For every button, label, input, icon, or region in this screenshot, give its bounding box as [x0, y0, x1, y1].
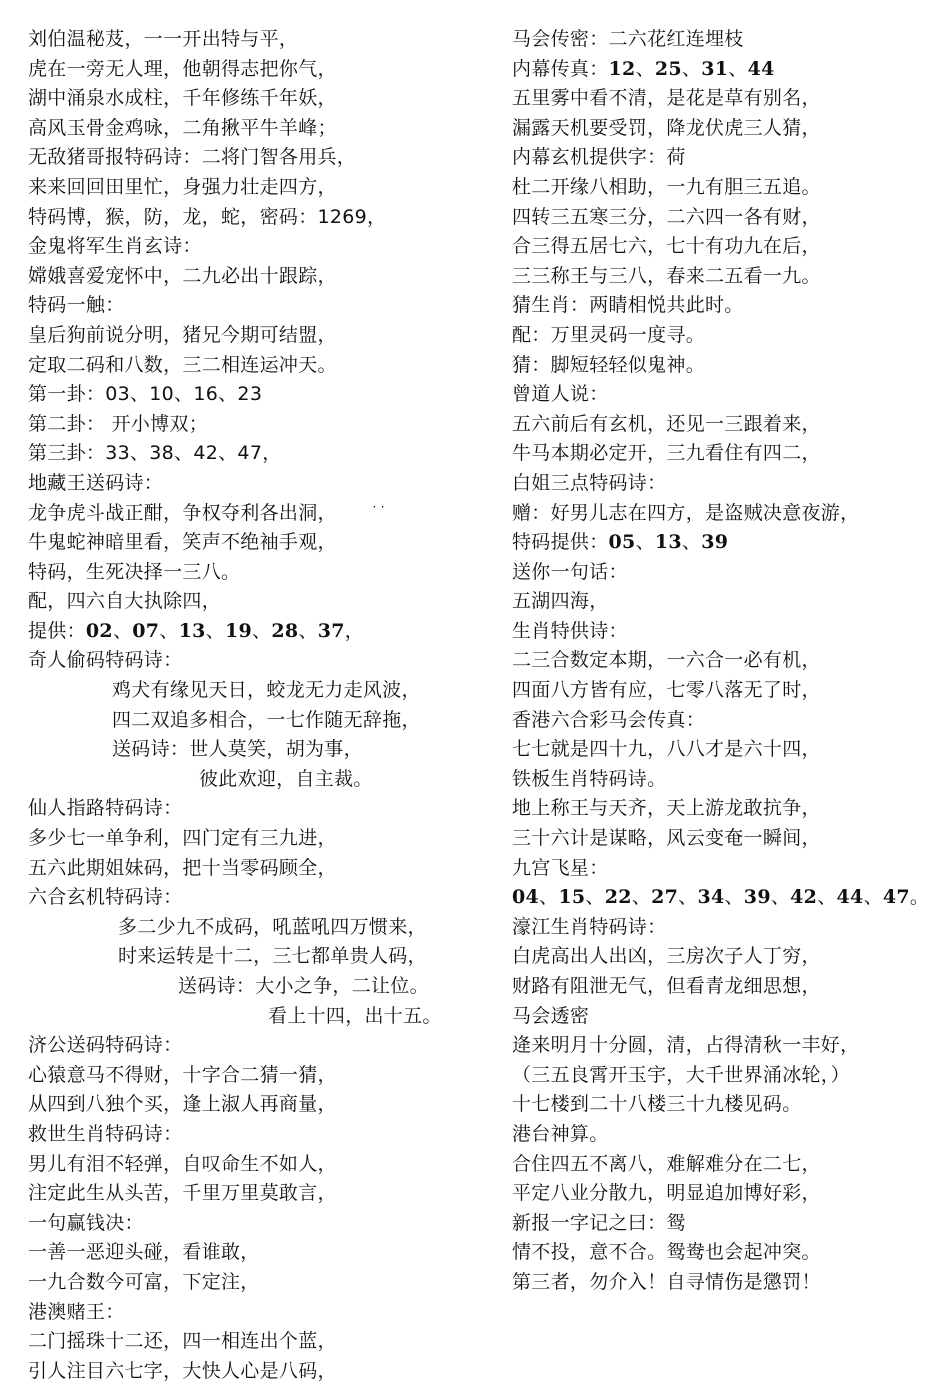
right-line-32: 财路有阻泄无气，但看青龙细思想，	[512, 975, 821, 997]
left-line-0: 刘伯温秘芨，一一开出特与平，	[28, 28, 299, 50]
left-line-10: 皇后狗前说分明，猪兄今期可结盟，	[28, 323, 337, 346]
right-line-0: 马会传密：二六花红连埋枝	[512, 28, 744, 50]
right-line-18: 送你一句话：	[512, 560, 628, 583]
left-line-27: 多少七一单争利，四门定有三九进，	[28, 827, 337, 850]
left-line-13: 第二卦： 开小博双；	[28, 412, 209, 435]
left-line-29: 六合玄机特码诗：	[28, 886, 183, 909]
left-line-45: 引人注目六七字，大快人心是八码，	[28, 1359, 337, 1382]
right-line-40: 新报一字记之曰：鸳	[512, 1211, 686, 1234]
left-line-24: 送码诗：世人莫笑，胡为事，	[112, 738, 363, 761]
left-line-14: 第三卦：33、38、42、47，	[28, 442, 282, 465]
left-line-20: 提供：02、07、13、19、28、37，	[28, 619, 365, 642]
right-line-4: 内幕玄机提供字：荷	[512, 146, 686, 169]
left-line-18: 特码，生死决择一三八。	[28, 560, 241, 583]
left-line-26: 仙人指路特码诗：	[28, 797, 183, 820]
right-line-41: 情不投，意不合。鸳鸯也会起冲突。	[512, 1241, 821, 1264]
right-line-12: 曾道人说：	[512, 383, 609, 406]
stray-dots: · ·	[372, 499, 385, 514]
right-line-29: 04、15、22、27、34、39、42、44、47。	[512, 886, 930, 909]
right-line-5: 杜二开缘八相助，一九有胆三五追。	[512, 175, 821, 198]
right-line-23: 香港六合彩马会传真：	[512, 708, 706, 731]
left-line-41: 一善一恶迎头碰，看谁敢，	[28, 1241, 260, 1264]
right-line-35: （三五良霄开玉宇，大千世界涌冰轮，）	[512, 1063, 850, 1086]
right-line-9: 猜生肖：两睛相悦共此时。	[512, 294, 744, 317]
left-line-25: 彼此欢迎，自主裁。	[199, 767, 373, 790]
right-line-8: 三三称王与三八，春来二五看一九。	[512, 264, 821, 287]
right-line-7: 合三得五居七六，七十有功九在后，	[512, 235, 821, 258]
left-line-33: 看上十四，出十五。	[268, 1004, 442, 1027]
right-line-30: 濠江生肖特码诗：	[512, 915, 667, 938]
left-line-31: 时来运转是十二，三七都单贵人码，	[118, 945, 427, 968]
left-line-22: 鸡犬有缘见天日，蛟龙无力走风波，	[112, 679, 421, 702]
right-line-34: 逄来明月十分圆，清，占得清秋一丰好，	[512, 1034, 860, 1057]
left-line-17: 牛鬼蛇神暗里看，笑声不绝袖手观，	[28, 531, 337, 554]
right-column	[512, 25, 930, 1298]
right-line-6: 四转三五寒三分，二六四一各有财，	[512, 205, 821, 228]
left-line-38: 男儿有泪不轻弹，自叹命生不如人，	[28, 1152, 337, 1175]
left-line-28: 五六此期姐妹码，把十当零码顾全，	[28, 856, 337, 879]
right-line-14: 牛马本期必定开，三九看住有四二，	[512, 442, 821, 465]
left-line-30: 多二少九不成码，吼蓝吼四万惯来，	[118, 915, 427, 938]
left-line-40: 一句赢钱决：	[28, 1211, 144, 1234]
left-line-1: 虎在一旁无人理，他朝得志把你气，	[28, 57, 337, 80]
right-line-31: 白虎高出人出凶，三房次子人丁穷，	[512, 945, 821, 968]
right-line-17: 特码提供：05、13、39	[512, 531, 729, 554]
left-line-42: 一九合数今可富，下定注，	[28, 1270, 260, 1293]
left-line-44: 二门摇珠十二还，四一相连出个蓝，	[28, 1330, 337, 1353]
left-line-19: 配，四六自大执除四，	[28, 590, 222, 613]
left-line-12: 第一卦：03、10、16、23	[28, 383, 263, 406]
right-line-3: 漏露天机要受罚，降龙伏虎三人猜，	[512, 116, 821, 139]
right-line-24: 七七就是四十九，八八才是六十四，	[512, 738, 821, 761]
left-line-39: 注定此生从头苦，千里万里莫敢言，	[28, 1182, 337, 1205]
left-line-21: 奇人偷码特码诗：	[28, 649, 183, 672]
right-line-26: 地上称王与天齐，天上游龙敢抗争，	[512, 797, 821, 820]
left-line-34: 济公送码特码诗：	[28, 1034, 183, 1057]
left-line-7: 金鬼将军生肖玄诗：	[28, 235, 202, 258]
left-line-16: 龙争虎斗战正酣，争权夺利各出洞， · ·	[28, 499, 385, 524]
right-line-19: 五湖四海，	[512, 590, 609, 613]
right-line-38: 合住四五不离八，难解难分在二七，	[512, 1152, 821, 1175]
right-line-13: 五六前后有玄机，还见一三跟着来，	[512, 412, 821, 435]
right-line-16: 赠：好男儿志在四方，是盗贼决意夜游，	[512, 501, 860, 524]
right-line-42: 第三者，勿介入！自寻情伤是懲罚！	[512, 1270, 821, 1293]
right-line-36: 十七楼到二十八楼三十九楼见码。	[512, 1093, 802, 1116]
right-line-27: 三十六计是谋略，风云变奄一瞬间，	[512, 827, 821, 850]
right-line-33: 马会透密	[512, 1004, 590, 1027]
right-line-21: 二三合数定本期，一六合一必有机，	[512, 649, 821, 672]
right-line-39: 平定八业分散九，明显追加博好彩，	[512, 1182, 821, 1205]
left-line-37: 救世生肖特码诗：	[28, 1122, 183, 1145]
left-line-43: 港澳赌王：	[28, 1300, 125, 1323]
left-line-15: 地藏王送码诗：	[28, 471, 164, 494]
left-line-23: 四二双追多相合，一七作随无辞拖，	[112, 708, 421, 731]
left-line-4: 无敌猪哥报特码诗：二将门智各用兵，	[28, 146, 357, 169]
right-line-15: 白姐三点特码诗：	[512, 471, 667, 494]
left-line-36: 从四到八独个买，逢上淑人再商量，	[28, 1093, 337, 1116]
left-line-2: 湖中涌泉水成柱，千年修练千年妖，	[28, 87, 337, 110]
left-line-32: 送码诗：大小之争，二让位。	[178, 975, 429, 997]
right-line-25: 铁板生肖特码诗。	[512, 767, 667, 790]
left-line-5: 来来回回田里忙，身强力壮走四方，	[28, 175, 337, 198]
left-line-3: 高风玉骨金鸡咏，二角揪平牛羊峰；	[28, 116, 337, 139]
right-line-1: 内幕传真：12、25、31、44	[512, 57, 775, 80]
left-line-6: 特码博，猴，防，龙，蛇，密码：1269，	[28, 205, 387, 228]
right-line-37: 港台神算。	[512, 1122, 609, 1145]
left-line-11: 定取二码和八数，三二相连运冲天。	[28, 353, 337, 376]
right-line-20: 生肖特供诗：	[512, 619, 628, 642]
left-column	[28, 25, 483, 1386]
right-line-28: 九宫飞星：	[512, 856, 609, 879]
right-line-11: 猜：脚短轻轻似鬼神。	[512, 353, 706, 376]
left-line-35: 心猿意马不得财，十字合二猜一猜，	[28, 1063, 337, 1086]
left-line-8: 嫦娥喜爱宠怀中，二九必出十跟踪，	[28, 264, 337, 287]
left-line-9: 特码一触：	[28, 294, 125, 317]
right-line-10: 配：万里灵码一度寻。	[512, 323, 706, 346]
right-line-2: 五里雾中看不清，是花是草有别名，	[512, 87, 821, 110]
right-line-22: 四面八方皆有应，七零八落无了时，	[512, 679, 821, 702]
